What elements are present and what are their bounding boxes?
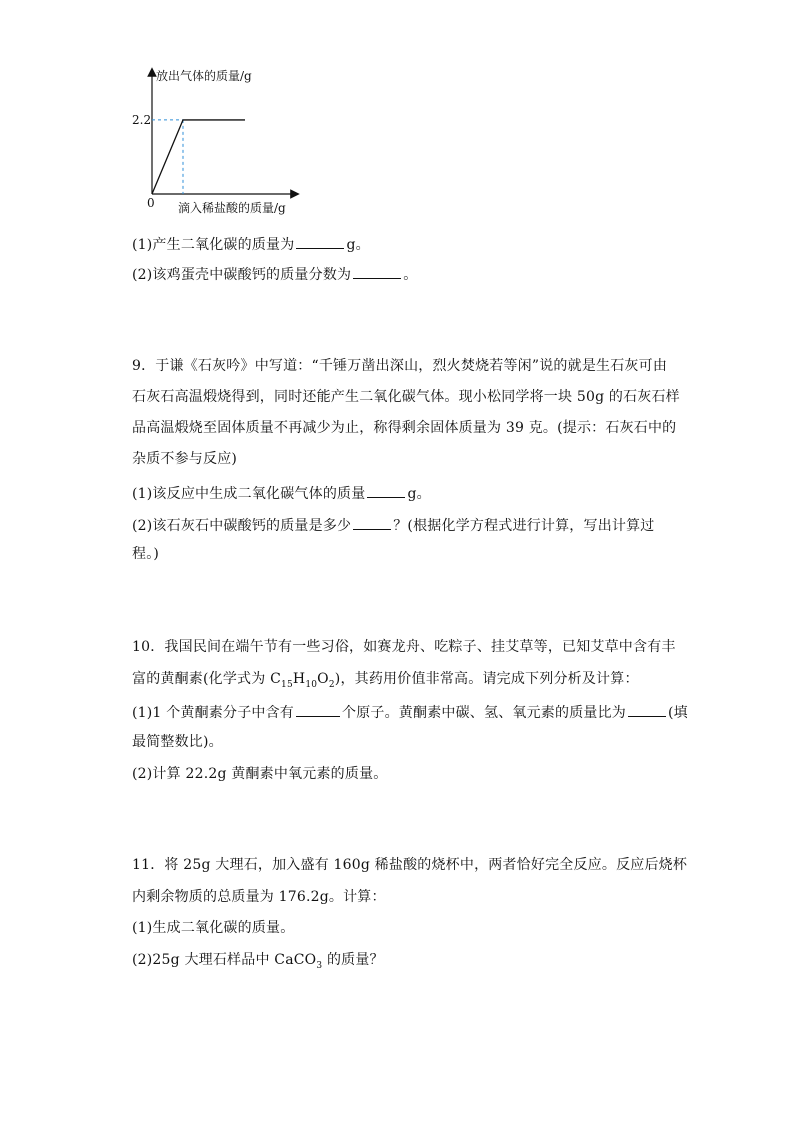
subscript-15: 15 bbox=[281, 679, 293, 690]
subscript-10: 10 bbox=[305, 679, 318, 690]
answer-blank[interactable] bbox=[296, 703, 340, 717]
question-10-text-2b: H bbox=[292, 671, 306, 687]
question-9-line-4 bbox=[132, 452, 237, 466]
subscript-3: 3 bbox=[316, 960, 323, 971]
question-9-sub-2 bbox=[132, 516, 655, 533]
question-10-text-2d: )，其药用价值非常高。请完成下列分析及计算： bbox=[334, 671, 639, 687]
prev-question-1 bbox=[132, 235, 370, 252]
answer-blank[interactable] bbox=[628, 703, 666, 717]
question-11-sub-2 bbox=[132, 952, 384, 971]
question-9-sub-2-text-2: 程。) bbox=[132, 546, 160, 562]
prev-question-2 bbox=[132, 265, 417, 282]
answer-blank[interactable] bbox=[296, 235, 344, 249]
question-9-sub-2-text: (2)该石灰石中碳酸钙的质量是多少 bbox=[132, 518, 352, 534]
prev-question-2-end: 。 bbox=[403, 267, 418, 283]
gas-mass-chart bbox=[120, 58, 340, 228]
y-axis-label: 放出气体的质量/g bbox=[156, 69, 252, 83]
question-9-sub-1-text: (1)该反应中生成二氧化碳气体的质量 bbox=[132, 486, 366, 502]
question-9-sub-2-line-2 bbox=[132, 547, 159, 561]
question-11-line-1 bbox=[132, 858, 687, 872]
question-9-text-3: 品高温煅烧至固体质量不再减少为止，称得剩余固体质量为 39 克。(提示：石灰石中的 bbox=[132, 420, 677, 436]
question-10-text-1: 10．我国民间在端午节有一些习俗，如赛龙舟、吃粽子、挂艾草等，已知艾草中含有丰 bbox=[132, 639, 676, 655]
question-11-text-2: 内剩余物质的总质量为 176.2g。计算： bbox=[132, 889, 386, 905]
answer-blank[interactable] bbox=[367, 484, 405, 498]
question-11-text-1: 11．将 25g 大理石，加入盛有 160g 稀盐酸的烧杯中，两者恰好完全反应。反应后烧杯 bbox=[132, 857, 688, 873]
y-tick-label: 2.2 bbox=[132, 112, 152, 127]
series-line bbox=[152, 120, 245, 194]
question-9-text-4: 杂质不参与反应) bbox=[132, 451, 238, 467]
question-11-sub-1-text: (1)生成二氧化碳的质量。 bbox=[132, 920, 295, 936]
question-9-text-2: 石灰石高温煅烧得到，同时还能产生二氧化碳气体。现小松同学将一块 50g 的石灰石样 bbox=[132, 389, 680, 405]
question-10-text-2c: O bbox=[317, 671, 329, 687]
question-10-sub-1-text-2: 最简整数比)。 bbox=[132, 734, 223, 750]
question-10-line-2 bbox=[132, 671, 639, 690]
subscript-2: 2 bbox=[328, 679, 335, 690]
question-10-sub-1-text: (1)1 个黄酮素分子中含有 bbox=[132, 705, 294, 721]
question-11-sub-1 bbox=[132, 921, 294, 935]
question-9-sub-2-rest: ？(根据化学方程式进行计算，写出计算过 bbox=[393, 518, 655, 534]
question-11-sub-2-end: 的质量？ bbox=[322, 952, 384, 968]
question-10-sub-1 bbox=[132, 703, 688, 720]
question-10-sub-2-text: (2)计算 22.2g 黄酮素中氧元素的质量。 bbox=[132, 766, 388, 782]
x-axis-label: 滴入稀盐酸的质量/g bbox=[178, 201, 286, 215]
question-11-sub-2-text: (2)25g 大理石样品中 CaCO bbox=[132, 952, 317, 968]
question-9-line-3 bbox=[132, 421, 676, 435]
question-10-text-2a: 富的黄酮素(化学式为 C bbox=[132, 671, 282, 687]
question-9-line-1 bbox=[132, 359, 667, 373]
prev-question-1-unit: g。 bbox=[346, 237, 370, 253]
answer-blank[interactable] bbox=[353, 516, 391, 530]
question-9-text-1: 9．于谦《石灰吟》中写道：“千锤万凿出深山，烈火焚烧若等闲”说的就是生石灰可由 bbox=[132, 358, 668, 374]
origin-label: 0 bbox=[147, 196, 155, 210]
question-10-sub-1-end: (填 bbox=[668, 705, 688, 721]
question-9-sub-1-unit: g。 bbox=[407, 486, 431, 502]
prev-question-2-text: (2)该鸡蛋壳中碳酸钙的质量分数为 bbox=[132, 267, 352, 283]
question-11-line-2 bbox=[132, 890, 386, 904]
question-9-sub-1 bbox=[132, 484, 431, 501]
question-10-sub-2 bbox=[132, 767, 387, 781]
question-10-line-1 bbox=[132, 640, 676, 654]
prev-question-1-text: (1)产生二氧化碳的质量为 bbox=[132, 237, 295, 253]
answer-blank[interactable] bbox=[353, 265, 401, 279]
question-9-line-2 bbox=[132, 390, 680, 404]
question-10-sub-1-middle: 个原子。黄酮素中碳、氢、氧元素的质量比为 bbox=[342, 705, 626, 721]
question-10-sub-1-line-2 bbox=[132, 735, 223, 749]
